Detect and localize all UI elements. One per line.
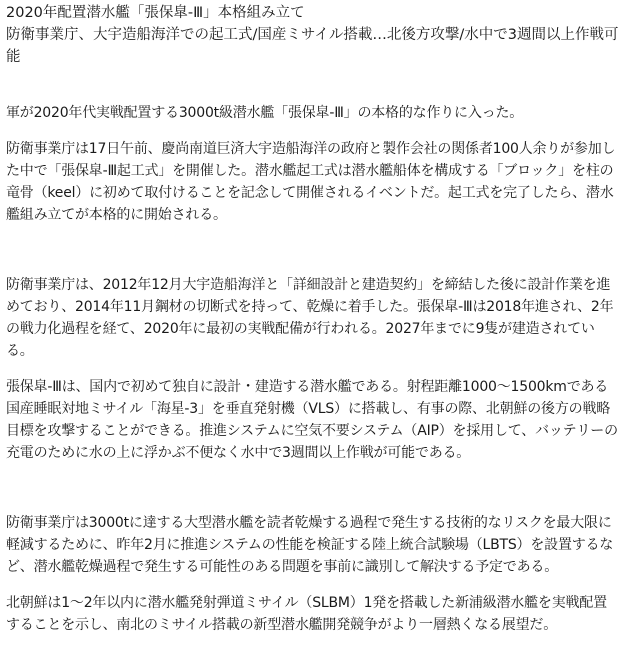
spacer xyxy=(6,226,620,274)
spacer xyxy=(6,124,620,138)
paragraph-north-korea: 北朝鮮は1～2年以内に潜水艦発射弾道ミサイル（SLBM）1発を搭載した新浦級潜水艦を実戦配置することを示し、南北のミサイル搭載の新型潜水艦開発競争がより一層熱くなる展望だ。 xyxy=(6,595,607,633)
paragraph-contract: 防衛事業庁は、2012年12月大宇造船海洋と「詳細設計と建造契約」を締結した後に設計作業を進めており、2014年11月鋼材の切断式を持って、乾燥に着手した。張保皐-Ⅲは2018年進され、2年の戦力化過程を経て、2020年に最初の実戦配備が行われる。2027年までに9隻が建造されている。 xyxy=(6,277,614,359)
paragraph-ceremony: 防衛事業庁は17日午前、慶尚南道巨済大宇造船海洋の政府と製作会社の関係者100人余りが参加した中で「張保皐-Ⅲ起工式」を開催した。潜水艦起工式は潜水艦船体を構成する「ブロック」を柱の竜骨（keel）に初めて取付けることを記念して開催されるイベントだ。起工式を完了したら、潜水艦組み立てが本格的に開始される。 xyxy=(6,141,616,223)
spacer xyxy=(6,464,620,512)
headline-title: 2020年配置潜水艦「張保皐-Ⅲ」本格組み立て xyxy=(6,5,305,21)
paragraph-capabilities: 張保皐-Ⅲは、国内で初めて独自に設計・建造する潜水艦である。射程距離1000～1500kmである国産睡眠対地ミサイル「海星-3」を垂直発射機（VLS）に搭載し、有事の際、北朝鮮の後方の戦略目標を攻撃することができる。推進システムに空気不要システム（AIP）を採用して、バッテリーの充電のために水の上に浮かぶ不便なく水中で3週間以上作戦が可能である。 xyxy=(6,379,618,461)
article xyxy=(6,0,620,636)
paragraph-risk-reduction: 防衛事業庁は3000tに達する大型潜水艦を読者乾燥する過程で発生する技術的なリスクを最大限に軽減するために、昨年2月に推進システムの性能を検証する陸上統合試験場（LBTS）を設置するなど、潜水艦乾燥過程で発生する可能性のある問題を事前に識別して解決する予定である。 xyxy=(6,515,614,575)
headline-subtitle: 防衛事業庁、大宇造船海洋での起工式/国産ミサイル搭載…北後方攻撃/水中で3週間以上作戦可能 xyxy=(6,27,619,65)
spacer xyxy=(6,362,620,376)
article-headline xyxy=(6,0,620,68)
paragraph-lead: 軍が2020年代実戦配置する3000t級潜水艦「張保皐-Ⅲ」の本格的な作りに入った。 xyxy=(6,105,524,121)
spacer xyxy=(6,68,620,102)
spacer xyxy=(6,578,620,592)
